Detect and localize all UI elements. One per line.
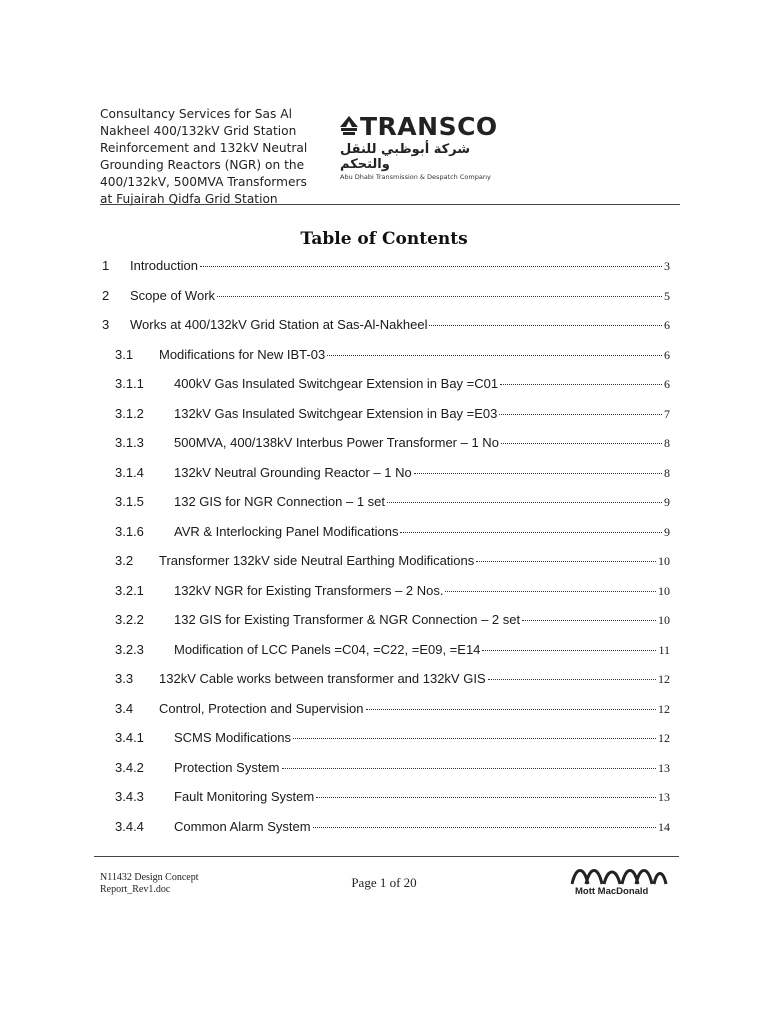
toc-entry-title: 132kV Cable works between transformer and 132kV GIS xyxy=(159,671,486,686)
toc-entry-page: 11 xyxy=(658,642,670,657)
toc-entry-title: Modification of LCC Panels =C04, =C22, =E09, =E14 xyxy=(174,641,481,657)
toc-entry-number: 3.4.3 xyxy=(115,789,144,804)
toc-entry-title: Modifications for New IBT-03 xyxy=(159,346,326,362)
toc-entry[interactable] xyxy=(100,435,670,455)
toc-entry-page: 9 xyxy=(664,495,670,509)
toc-entry-title: AVR & Interlocking Panel Modifications xyxy=(174,523,399,539)
mott-macdonald-logo xyxy=(570,864,680,900)
toc-entry-page: 13 xyxy=(658,760,670,775)
toc-entry-number: 3.4.1 xyxy=(115,730,144,745)
toc-entry-leader xyxy=(499,414,662,415)
transco-subtitle: Abu Dhabi Transmission & Despatch Company xyxy=(340,173,491,181)
toc-entry-page: 14 xyxy=(658,819,670,834)
toc-entry-title: Scope of Work xyxy=(130,287,216,303)
toc-entry-title: 132kV NGR for Existing Transformers – 2 Nos. xyxy=(174,582,444,598)
toc-entry-number: 3.1.5 xyxy=(115,494,144,509)
mott-macdonald-emblem-icon xyxy=(570,864,670,886)
project-title-line: Grounding Reactors (NGR) on the xyxy=(100,158,305,172)
project-title xyxy=(100,106,330,208)
toc-entry[interactable] xyxy=(100,553,670,573)
toc-entry-leader xyxy=(522,620,656,621)
toc-entry-leader xyxy=(313,827,656,828)
toc-entry-number: 3.1.1 xyxy=(115,376,144,391)
toc-entry-leader xyxy=(200,266,662,267)
toc-entry-leader xyxy=(316,797,656,798)
toc-entry-title: Works at 400/132kV Grid Station at Sas-Al-Nakheel xyxy=(130,317,428,332)
toc-entry-leader xyxy=(282,768,657,769)
toc-entry-number: 3.1.6 xyxy=(115,523,144,539)
toc-entry[interactable] xyxy=(100,583,670,603)
toc-entry-title: 400kV Gas Insulated Switchgear Extension in Bay =C01 xyxy=(174,376,499,391)
toc-entry-title: 132 GIS for NGR Connection – 1 set xyxy=(174,494,385,509)
toc-entry-number: 3.1 xyxy=(115,346,134,362)
toc-entry-page: 8 xyxy=(664,436,670,450)
transco-emblem-icon xyxy=(338,115,360,139)
page-number: Page 1 of 20 xyxy=(351,875,417,890)
project-title-line: 400/132kV, 500MVA Transformers xyxy=(100,175,307,189)
toc-entry[interactable] xyxy=(100,642,670,662)
toc-entry-title: 132 GIS for Existing Transformer & NGR Connection – 2 set xyxy=(174,612,521,627)
toc-entry-leader xyxy=(500,384,662,385)
toc-entry-leader xyxy=(445,591,656,592)
toc-entry[interactable] xyxy=(100,730,670,750)
toc-entry-page: 12 xyxy=(658,701,670,716)
toc-entry[interactable] xyxy=(100,406,670,426)
toc-entry-title: 500MVA, 400/138kV Interbus Power Transformer – 1 No xyxy=(174,435,499,450)
toc-entry[interactable] xyxy=(100,258,670,278)
toc-entry-leader xyxy=(414,473,662,474)
transco-logo xyxy=(338,112,518,181)
toc-entry-title: Control, Protection and Supervision xyxy=(159,700,364,716)
toc-entry-page: 8 xyxy=(664,465,670,480)
toc-entry-title: SCMS Modifications xyxy=(174,730,292,745)
toc-entry[interactable] xyxy=(100,789,670,809)
toc-entry[interactable] xyxy=(100,317,670,337)
toc-entry-leader xyxy=(327,355,662,356)
toc-entry-number: 3.1.4 xyxy=(115,464,144,480)
toc-entry[interactable] xyxy=(100,701,670,721)
toc-entry-leader xyxy=(501,443,662,444)
toc-entry[interactable] xyxy=(100,819,670,839)
toc-entry-leader xyxy=(482,650,656,651)
toc-heading: Table of Contents xyxy=(300,229,468,249)
mott-macdonald-name: Mott MacDonald xyxy=(575,886,649,897)
toc-entry[interactable] xyxy=(100,760,670,780)
toc-entry[interactable] xyxy=(100,494,670,514)
project-title-line: Consultancy Services for Sas Al xyxy=(100,107,292,121)
toc-entry-page: 10 xyxy=(658,554,670,568)
transco-name: TRANSCO xyxy=(360,112,498,141)
toc-entry-number: 3.1.2 xyxy=(115,405,144,421)
project-title-line: Reinforcement and 132kV Neutral xyxy=(100,141,308,155)
toc-entry[interactable] xyxy=(100,376,670,396)
toc-entry-title: 132kV Neutral Grounding Reactor – 1 No xyxy=(174,464,412,480)
toc-entry-number: 3.1.3 xyxy=(115,435,144,450)
toc-entry-number: 3.2.3 xyxy=(115,641,144,657)
toc-entry-leader xyxy=(476,561,656,562)
toc-entry-number: 3.2.2 xyxy=(115,612,144,627)
toc-entry-page: 9 xyxy=(664,524,670,539)
project-title-line: at Fujairah Qidfa Grid Station xyxy=(100,192,278,206)
toc-entry-page: 6 xyxy=(664,377,670,391)
toc-entry-number: 1 xyxy=(102,258,110,273)
toc-entry-title: Introduction xyxy=(130,258,198,273)
toc-entry-number: 3.4.4 xyxy=(115,818,144,834)
toc-entry-leader xyxy=(293,738,656,739)
toc-entry-title: Common Alarm System xyxy=(174,818,311,834)
document-reference-line: Report_Rev1.doc xyxy=(100,884,171,895)
toc-entry[interactable] xyxy=(100,347,670,367)
toc-entry[interactable] xyxy=(100,524,670,544)
toc-entry-page: 12 xyxy=(658,731,670,745)
toc-entry-page: 13 xyxy=(658,790,670,804)
toc-entry-leader xyxy=(429,325,662,326)
toc-entry-page: 10 xyxy=(658,613,670,627)
toc-entry[interactable] xyxy=(100,612,670,632)
toc-entry-leader xyxy=(366,709,656,710)
toc-entry-page: 7 xyxy=(664,406,670,421)
toc-entry-title: 132kV Gas Insulated Switchgear Extension in Bay =E03 xyxy=(174,405,498,421)
toc-entry-page: 6 xyxy=(664,318,670,332)
toc-entry-number: 2 xyxy=(102,287,110,303)
toc-entry[interactable] xyxy=(100,671,670,691)
header-divider xyxy=(100,204,680,205)
document-reference-line: N11432 Design Concept xyxy=(100,872,199,883)
toc-entry-leader xyxy=(400,532,662,533)
toc-entry-page: 10 xyxy=(658,583,670,598)
toc-entry-title: Transformer 132kV side Neutral Earthing Modifications xyxy=(159,553,475,568)
toc-entry-leader xyxy=(217,296,662,297)
toc-entry[interactable] xyxy=(100,288,670,308)
toc-entry-number: 3.4 xyxy=(115,700,134,716)
toc-entry-leader xyxy=(387,502,662,503)
transco-arabic-name: شركة أبوظبي للنقل والتحكم xyxy=(340,142,471,172)
toc-entry-title: Protection System xyxy=(174,759,280,775)
toc-entry-number: 3.2.1 xyxy=(115,582,144,598)
toc-entry-title: Fault Monitoring System xyxy=(174,789,315,804)
toc-entry-page: 12 xyxy=(658,672,670,686)
toc-entry-page: 3 xyxy=(664,259,670,273)
toc-entry-number: 3.3 xyxy=(115,671,134,686)
toc-entry-number: 3.2 xyxy=(115,553,134,568)
toc-entry-page: 6 xyxy=(664,347,670,362)
toc-entry-page: 5 xyxy=(664,288,670,303)
toc-entry-number: 3.4.2 xyxy=(115,759,144,775)
footer-divider xyxy=(94,856,679,857)
toc-entry-leader xyxy=(488,679,656,680)
toc-entry[interactable] xyxy=(100,465,670,485)
project-title-line: Nakheel 400/132kV Grid Station xyxy=(100,124,297,138)
toc-entry-number: 3 xyxy=(102,317,110,332)
